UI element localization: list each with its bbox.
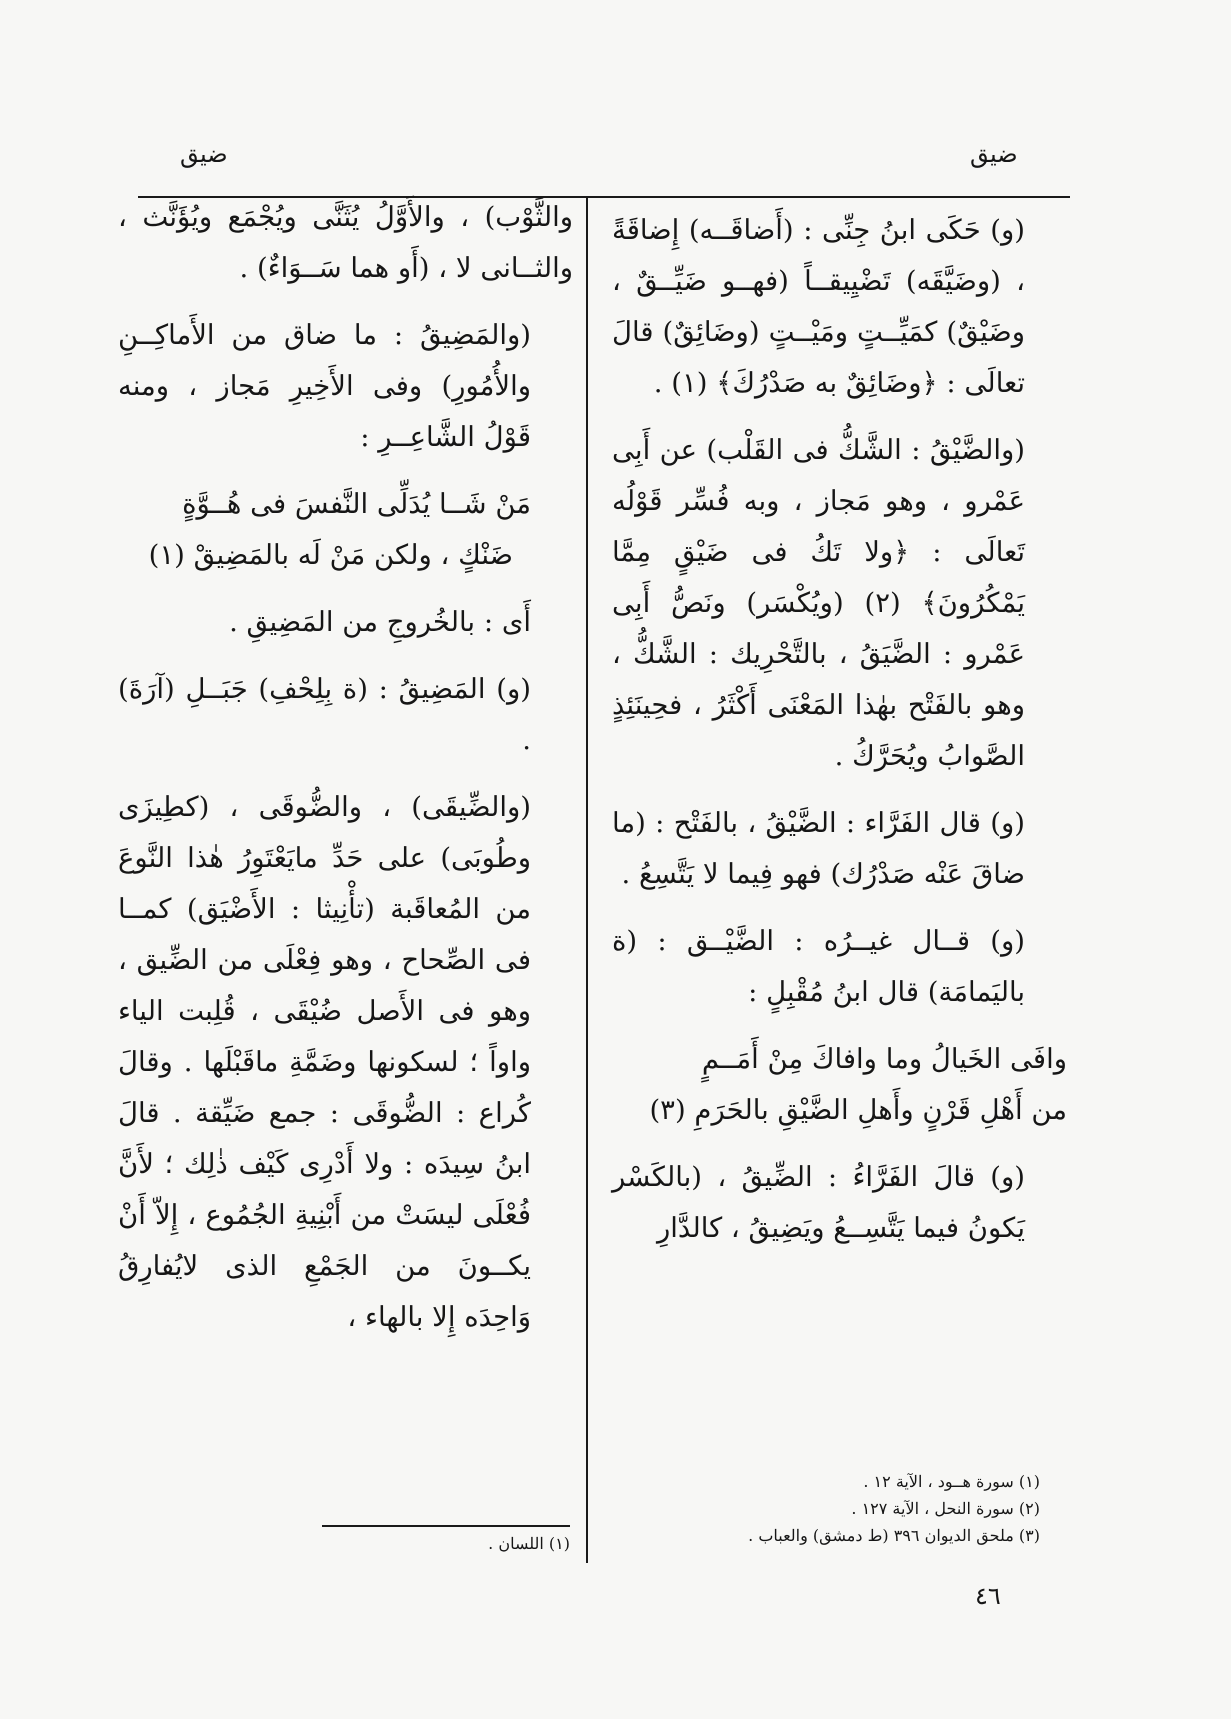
entry-paragraph: (و) قال الفَرَّاء : الضَّيْقُ ، بالفَتْح : (ما ضاقَ عَنْه صَدْرُك) فهو فِيما لا يَتَّسِعُ . xyxy=(612,807,1025,890)
verse-line: ضَنْكٍ ، ولكن مَنْ لَه بالمَضِيقْ (١) xyxy=(148,539,513,571)
entry-paragraph: (و) قــال غيــرُه : الضَّيْــق : (ة باليَمامَة) قال ابنُ مُقْبِلٍ : xyxy=(612,925,1025,1008)
footnotes-right xyxy=(700,1468,1040,1549)
column-separator xyxy=(586,198,588,1563)
verse-line: من أَهْلِ قَرْنٍ وأَهلِ الضَّيْقِ بالحَرَمِ (٣) xyxy=(649,1094,1067,1126)
running-head-left: ضيق xyxy=(180,140,228,168)
entry-paragraph: (و) قالَ الفَرَّاءُ : الضِّيقُ ، (بالكَسْر يَكونُ فيما يَتَّسِــعُ ويَضِيقُ ، كالدَّارِ xyxy=(612,1161,1025,1244)
page-number: ٤٦ xyxy=(975,1582,1001,1610)
footnote: (١) سورة هــود ، الآية ١٢ . xyxy=(863,1472,1040,1491)
verse-line: مَنْ شَــا يُدَلِّى النَّفسَ فى هُــوَّةٍ xyxy=(182,488,531,520)
entry-paragraph: (والضِّيقَى) ، والضُّوقَى ، (كطِيزَى وطُوبَى) على حَدِّ مايَعْتَوِرُ هٰذا النَّوعَ من المُعاقَبة (تأْنِيثا : الأَضْيَق) كمــا فى الصِّحاح ، وهو فِعْلَى من الضِّيق ، وهو فى الأَصل ضُيْقَى ، قُلِبت الياء واواً ؛ لسكونها وضَمَّةِ ماقَبْلَها . وقالَ كُراع : الضُّوقَى : جمع ضَيِّقة . قالَ ابنُ سِيدَه : ولا أَدْرِى كَيْف ذٰلِك ؛ لأَنَّ فُعْلَى ليسَتْ من أَبْنِيةِ الجُمُوع ، إِلاّ أَنْ يكــونَ من الجَمْعِ الذى لايُفارِقُ وَاحِدَه إِلا بالهاء ، xyxy=(118,791,531,1333)
entry-paragraph: والثَّوْب) ، والأَوَّلُ يُثَنَّى ويُجْمَع ويُؤَنَّث ، والثــانى لا ، (أَو هما سَــوَاءٌ) . xyxy=(118,201,573,284)
verse-line: وافَى الخَيالُ وما وافاكَ مِنْ أَمَــمٍ xyxy=(701,1043,1067,1075)
entry-paragraph: (و) حَكَى ابنُ جِنِّى : (أَضاقَــه) إِضاقَةً ، (وضَيَّقَه) تَضْيِيقــاً (فهــو ضَيِّــقٌ ، وضَيْقٌ) كمَيِّــتٍ ومَيْــتٍ (وضَائِقٌ) قالَ تعالَى : ﴿وضَائِقٌ به صَدْرُكَ﴾ (١) . xyxy=(612,214,1025,399)
entry-paragraph: (والضَّيْقُ : الشَّكُّ فى القَلْب) عن أَبِى عَمْرو ، وهو مَجاز ، وبه فُسِّر قَوْلُه تَعالَى : ﴿ولا تَكُ فى ضَيْقٍ مِمَّا يَمْكُرُونَ﴾ (٢) (ويُكْسَر) ونَصُّ أَبِى عَمْرو : الضَّيَقُ ، بالتَّحْرِيك : الشَّكُّ ، وهو بالفَتْح بهٰذا المَعْنَى أَكْثَرُ ، فحِينَئِذٍ الصَّوابُ ويُحَرَّكُ . xyxy=(612,434,1025,772)
running-head-right: ضيق xyxy=(970,140,1018,168)
footnote: (٢) سورة النحل ، الآية ١٢٧ . xyxy=(851,1499,1040,1518)
footnotes-left xyxy=(340,1530,570,1557)
left-column xyxy=(118,192,573,1343)
footnote: (١) اللسان . xyxy=(488,1534,570,1553)
footnote: (٣) ملحق الديوان ٣٩٦ (ط دمشق) والعباب . xyxy=(748,1526,1040,1545)
entry-paragraph: أَى : بالخُروجِ من المَضِيقِ . xyxy=(229,606,531,638)
entry-paragraph: (و) المَضِيقُ : (ة بِلِحْفِ) جَبَــلِ (آرَةَ) . xyxy=(118,673,531,756)
right-column xyxy=(612,205,1067,1254)
footnote-rule xyxy=(322,1525,570,1527)
entry-paragraph: (والمَضِيقُ : ما ضاق من الأَماكِــنِ والأُمُورِ) وفى الأَخِيرِ مَجاز ، ومنه قَوْلُ الشَّاعِــرِ : xyxy=(118,319,531,453)
